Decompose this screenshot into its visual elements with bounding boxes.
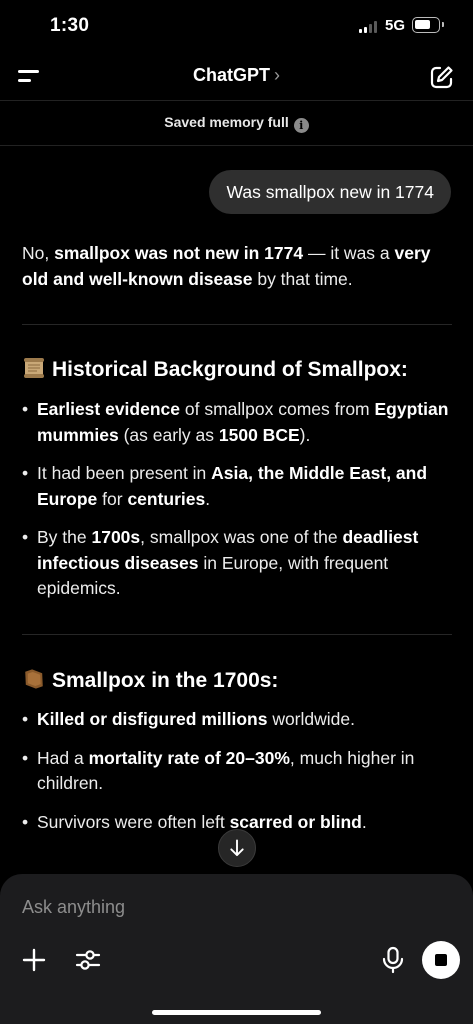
bold-text: Earliest evidence <box>37 399 180 419</box>
text-run: (as early as <box>118 424 219 445</box>
list-item <box>22 746 454 797</box>
text-run: . <box>205 488 211 509</box>
bold-text: scarred or blind <box>229 811 362 832</box>
text-run: . <box>361 811 367 832</box>
battery-icon <box>412 17 440 33</box>
info-icon[interactable]: i <box>294 118 309 133</box>
arrow-down-icon[interactable] <box>218 829 256 867</box>
stop-icon <box>435 954 447 966</box>
section-heading-background <box>22 356 452 384</box>
bold-text: deadliest infectious diseases <box>37 527 419 573</box>
bold-text: smallpox was not new in 1774 <box>54 243 304 263</box>
message-composer <box>0 874 473 1024</box>
banner-divider <box>0 145 473 146</box>
list-item <box>22 707 454 733</box>
bold-text: very old and well-known disease <box>22 243 431 289</box>
bold-text: Egyptian mummies <box>37 399 449 445</box>
compose-icon[interactable] <box>429 64 455 90</box>
text-run: worldwide. <box>267 709 355 729</box>
section-heading-text: Smallpox in the 1700s: <box>52 669 279 692</box>
plus-icon[interactable] <box>21 947 47 973</box>
tools-icon[interactable] <box>74 946 102 974</box>
header-divider <box>0 100 473 101</box>
text-run: Survivors were often left <box>37 811 230 832</box>
bold-text: 1700s <box>91 527 141 547</box>
section-heading-1700s <box>22 667 452 695</box>
section-divider <box>22 324 452 325</box>
cellular-signal-icon <box>359 21 379 33</box>
model-switcher[interactable] <box>0 65 473 86</box>
bullet-list <box>22 707 454 848</box>
text-run: ). <box>299 424 311 445</box>
text-run: It had been present in <box>37 463 212 483</box>
user-message-bubble[interactable]: Was smallpox new in 1774 <box>209 170 451 214</box>
bold-text: Killed or disfigured millions <box>37 709 268 729</box>
app-header <box>0 52 473 100</box>
assistant-intro <box>22 241 452 292</box>
memory-banner-text: Saved memory full <box>164 114 289 130</box>
mic-icon[interactable] <box>381 946 405 974</box>
text-run: No, <box>22 243 55 263</box>
network-type: 5G <box>385 17 406 34</box>
text-run: By the <box>37 527 92 547</box>
bold-text: centuries <box>127 488 206 509</box>
list-item <box>22 397 454 448</box>
scroll-emoji-icon <box>22 356 46 380</box>
bold-text: 1500 BCE <box>218 424 300 445</box>
chevron-right-icon: › <box>274 65 280 85</box>
section-heading-text: Historical Background of Smallpox: <box>52 358 408 381</box>
stop-button[interactable] <box>422 941 460 979</box>
text-run: , much higher in children. <box>37 747 415 793</box>
bold-text: Asia, the Middle East, and Europe <box>37 463 428 509</box>
list-item <box>22 461 454 512</box>
text-run: , smallpox was one of the <box>140 527 343 547</box>
text-run: in Europe, with frequent epidemics. <box>37 552 389 598</box>
status-time: 1:30 <box>50 15 90 36</box>
text-run: by that time. <box>252 268 353 289</box>
text-run: Had a <box>37 747 89 768</box>
text-run: — it was a <box>303 243 395 263</box>
bullet-list <box>22 397 454 615</box>
text-run: of smallpox comes from <box>180 399 375 419</box>
text-run: for <box>97 488 128 509</box>
status-bar <box>0 0 473 52</box>
list-item <box>22 525 454 602</box>
message-input[interactable]: Ask anything <box>22 897 126 917</box>
coffin-emoji-icon <box>22 667 46 691</box>
section-divider <box>22 634 452 635</box>
bold-text: mortality rate of 20–30% <box>88 747 290 768</box>
home-indicator <box>152 1010 321 1015</box>
page-title: ChatGPT <box>192 65 270 85</box>
memory-banner[interactable] <box>0 114 473 133</box>
